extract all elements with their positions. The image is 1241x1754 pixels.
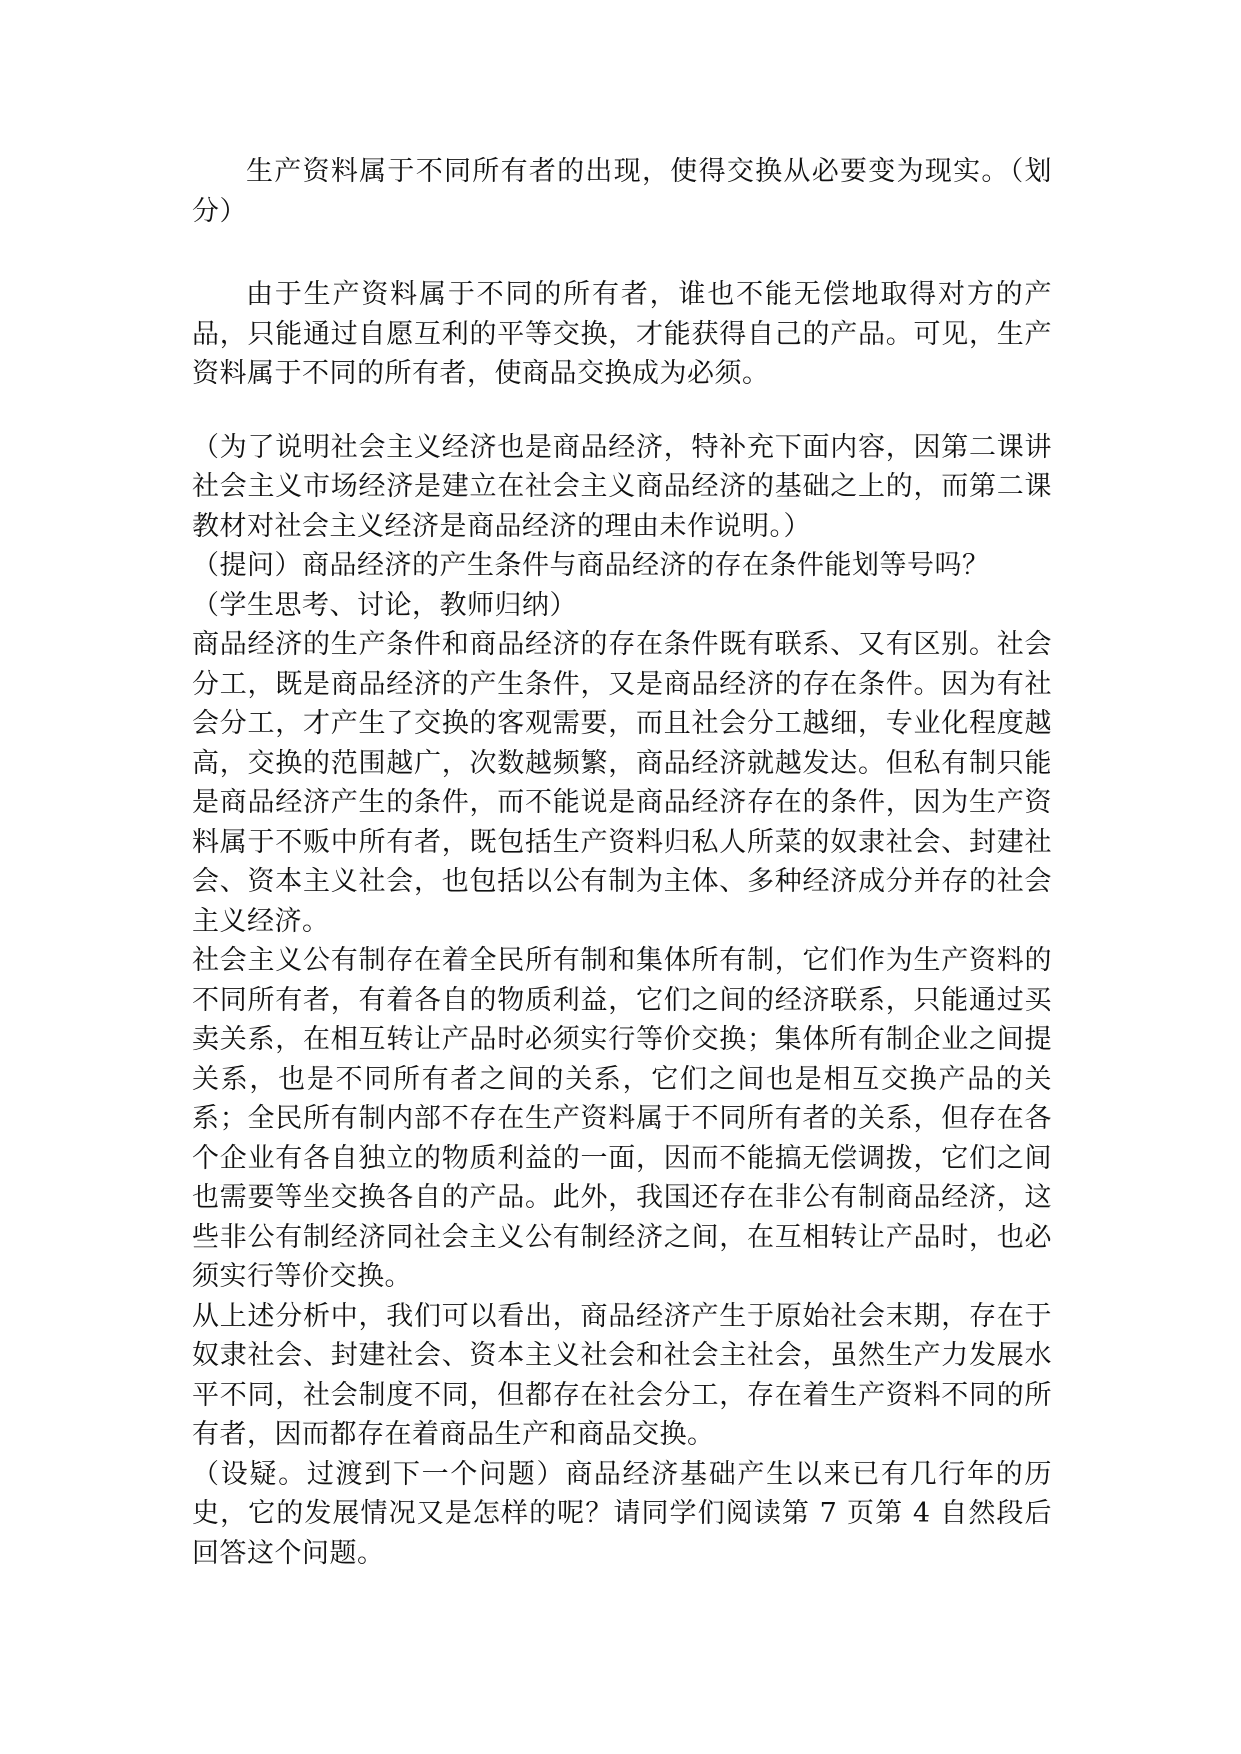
paragraph-public-ownership: 社会主义公有制存在着全民所有制和集体所有制，它们作为生产资料的不同所有者，有着各自的物质利益，它们之间的经济联系，只能通过买卖关系，在相互转让产品时必须实行等价交换；集体所有制企业之间提关系，也是不同所有者之间的关系，它们之间也是相互交换产品的关系；全民所有制内部不存在生产资料属于不同所有者的关系，但存在各个企业有各自独立的物质利益的一面，因而不能搞无偿调拨，它们之间也需要等坐交换各自的产品。此外，我国还存在非公有制商品经济，这些非公有制经济同社会主义公有制经济之间，在互相转让产品时，也必须实行等价交换。	[192, 945, 1052, 1292]
paragraph-supplement-note: （为了说明社会主义经济也是商品经济，特补充下面内容，因第二课讲社会主义市场经济是建立在社会主义商品经济的基础之上的，而第二课教材对社会主义经济是商品经济的理由未作说明。）	[192, 431, 1052, 542]
paragraph-question: （提问）商品经济的产生条件与商品经济的存在条件能划等号吗？	[192, 550, 990, 581]
paragraph-exchange-reality: 生产资料属于不同所有者的出现，使得交换从必要变为现实。（划分）	[192, 156, 1052, 227]
paragraph-discussion-note: （学生思考、讨论，教师归纳）	[192, 589, 577, 621]
paragraph-conclusion: 从上述分析中，我们可以看出，商品经济产生于原始社会末期，存在于奴隶社会、封建社会、资本主义社会和社会主社会，虽然生产力发展水平不同，社会制度不同，但都存在社会分工，存在着生产资料不同的所有者，因而都存在着商品生产和商品交换。	[192, 1300, 1052, 1450]
document-page	[192, 152, 1052, 1573]
paragraph-transition-question: （设疑。过渡到下一个问题）商品经济基础产生以来已有几行年的历史，它的发展情况又是怎样的呢？请同学们阅读第 7 页第 4 自然段后回答这个问题。	[192, 1458, 1052, 1569]
paragraph-conditions-analysis: 商品经济的生产条件和商品经济的存在条件既有联系、又有区别。社会分工，既是商品经济的产生条件，又是商品经济的存在条件。因为有社会分工，才产生了交换的客观需要，而且社会分工越细，专业化程度越高，交换的范围越广，次数越频繁，商品经济就越发达。但私有制只能是商品经济产生的条件，而不能说是商品经济存在的条件，因为生产资料属于不贩中所有者，既包括生产资料归私人所菜的奴隶社会、封建社会、资本主义社会，也包括以公有制为主体、多种经济成分并存的社会主义经济。	[192, 629, 1052, 937]
paragraph-ownership-explanation: 由于生产资料属于不同的所有者，谁也不能无偿地取得对方的产品，只能通过自愿互利的平等交换，才能获得自己的产品。可见，生产资料属于不同的所有者，使商品交换成为必须。	[192, 279, 1052, 389]
